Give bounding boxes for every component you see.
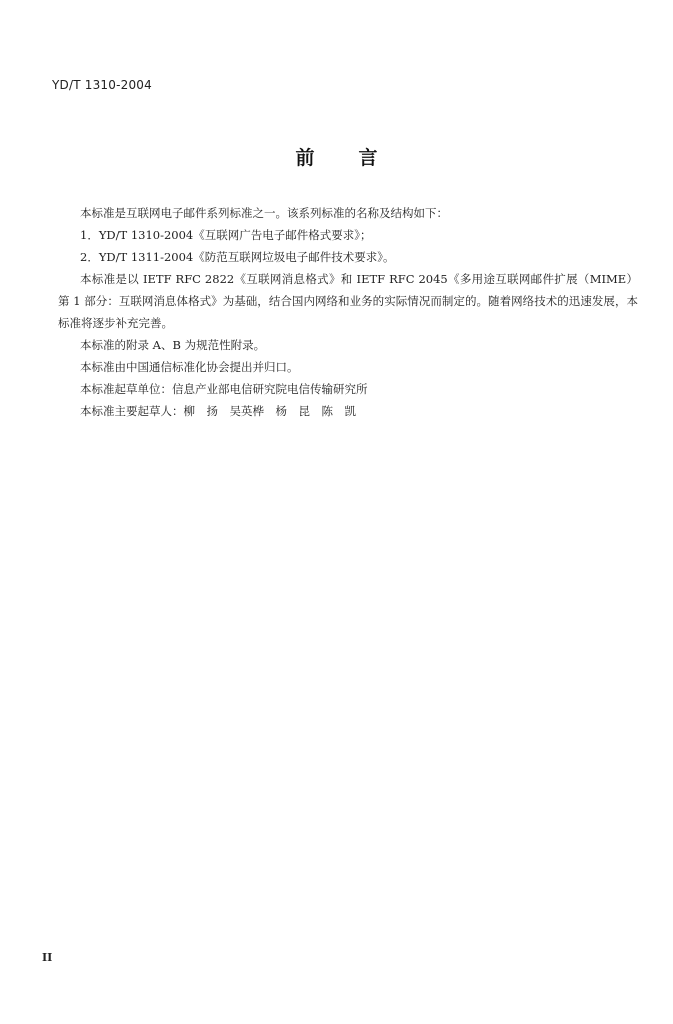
preface-body	[58, 202, 638, 422]
paragraph-drafting-unit: 本标准起草单位：信息产业部电信研究院电信传输研究所	[80, 382, 368, 396]
page-number: II	[42, 951, 53, 964]
list-item-standard-1: 1．YD/T 1310-2004《互联网广告电子邮件格式要求》；	[80, 228, 372, 242]
paragraph-proposer: 本标准由中国通信标准化协会提出并归口。	[80, 360, 299, 374]
paragraph-drafters: 本标准主要起草人：柳 扬 吴英桦 杨 昆 陈 凯	[80, 404, 356, 418]
paragraph-intro: 本标准是互联网电子邮件系列标准之一。该系列标准的名称及结构如下：	[80, 206, 448, 220]
page-title: 前言	[295, 147, 422, 169]
document-code: YD/T 1310-2004	[52, 78, 152, 92]
paragraph-appendix: 本标准的附录 A、B 为规范性附录。	[80, 338, 266, 352]
paragraph-basis: 本标准是以 IETF RFC 2822《互联网消息格式》和 IETF RFC 2045《多用途互联网邮件扩展（MIME）第 1 部分：互联网消息体格式》为基础，结合国内网络和业务的实际情况而制定的。随着网络技术的迅速发展，本标准将逐步补充完善。	[58, 272, 638, 330]
list-item-standard-2: 2．YD/T 1311-2004《防范互联网垃圾电子邮件技术要求》。	[80, 250, 395, 264]
